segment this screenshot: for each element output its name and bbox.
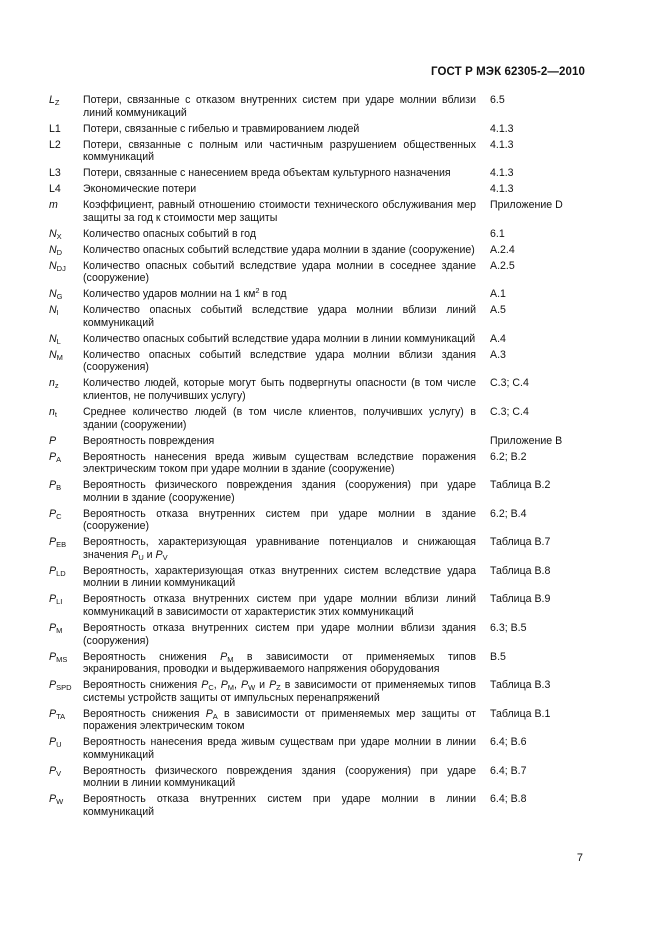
section-reference: B.5	[490, 650, 506, 663]
symbol-description: Количество опасных событий вследствие удара молнии вблизи линий коммуникаций	[83, 304, 476, 329]
section-reference: 4.1.3	[490, 138, 514, 151]
symbol	[49, 406, 83, 431]
symbol-row	[49, 288, 587, 301]
page-number: 7	[576, 852, 583, 864]
symbol	[49, 508, 83, 533]
symbol-row	[49, 565, 587, 590]
section-reference: 6.4; B.8	[490, 793, 527, 806]
symbol-description: Вероятность физического повреждения здания (сооружения) при ударе молнии в здание (сооружение)	[83, 479, 476, 504]
symbol-letter: P	[49, 564, 57, 577]
symbol	[49, 593, 83, 618]
section-reference: Таблица B.9	[490, 593, 551, 606]
symbol-description: Вероятность снижения $P_A$ в зависимости от применяемых мер защиты от поражения электрическим током	[83, 707, 476, 733]
symbol-subscript: DJ	[56, 263, 66, 273]
symbol-description: Количество опасных событий вследствие удара молнии в линии коммуникаций	[83, 332, 476, 345]
symbol-description: Вероятность отказа внутренних систем при ударе молнии в здание (сооружение)	[83, 507, 476, 533]
symbol-description: Коэффициент, равный отношению стоимости технического обслуживания мер защиты за год к стоимости мер защиты	[83, 199, 476, 224]
symbol	[49, 183, 83, 196]
symbol-description: Вероятность, характеризующая отказ внутренних систем вследствие удара молнии в линии коммуникаций	[83, 564, 476, 590]
section-reference: Приложение В	[490, 434, 563, 447]
section-reference: Таблица B.7	[490, 536, 551, 549]
symbol-row	[49, 536, 587, 561]
symbol-description: Вероятность, характеризующая уравнивание потенциалов и снижающая значения $P_U$ и $P_V$	[83, 536, 476, 562]
symbol-letter: n	[49, 405, 55, 418]
section-reference: 6.4; B.6	[490, 736, 527, 749]
symbol-letter: P	[49, 450, 57, 463]
symbol	[49, 793, 83, 818]
symbol-letter: N	[49, 348, 57, 361]
symbol-description: Количество опасных событий вследствие удара молнии в здание (сооружение)	[83, 243, 475, 256]
symbol-row	[49, 406, 587, 431]
symbol-letter: N	[49, 304, 57, 317]
symbol-description: Количество опасных событий вследствие удара молнии в соседнее здание (сооружение)	[83, 259, 476, 285]
symbol	[49, 288, 83, 301]
symbol	[49, 479, 83, 504]
symbol-letter: P	[49, 650, 57, 663]
symbol	[49, 736, 83, 761]
symbol-letter: P	[49, 707, 57, 720]
symbol-row	[49, 479, 587, 504]
symbol-letter: m	[49, 199, 58, 212]
symbol-subscript: C	[56, 511, 62, 521]
symbol-subscript: t	[54, 409, 57, 419]
symbol	[49, 244, 83, 257]
symbol-row	[49, 765, 587, 790]
section-reference: C.3; C.4	[490, 377, 529, 390]
symbol-subscript: X	[56, 231, 62, 241]
symbol-letter: N	[49, 288, 57, 301]
symbol-description: Количество людей, которые могут быть подвергнуты опасности (в том числе клиентов, не получивших услугу)	[83, 377, 476, 402]
symbol-row	[49, 708, 587, 733]
symbol	[49, 123, 83, 136]
symbol-letter: N	[49, 243, 57, 256]
symbol-description: Вероятность отказа внутренних систем при ударе молнии в линии коммуникаций	[83, 793, 476, 819]
symbol-row	[49, 651, 587, 676]
symbol-letter: P	[49, 793, 57, 806]
symbol-description: Потери, связанные с отказом внутренних систем при ударе молнии вблизи линий коммуникаций	[83, 94, 476, 119]
section-reference: Приложение D	[490, 199, 563, 212]
section-reference: A.2.4	[490, 243, 515, 256]
symbol-subscript: B	[56, 483, 62, 493]
symbol	[49, 167, 83, 180]
section-reference: 4.1.3	[490, 183, 514, 196]
symbol-subscript: A	[56, 454, 62, 464]
symbol	[49, 708, 83, 733]
symbol-description: Вероятность снижения $P_C$, $P_M$, $P_W$ и $P_Z$ в зависимости от применяемых типов системы устройств защиты от импульсных перенапряжений	[83, 679, 476, 704]
symbol-subscript: W	[56, 797, 64, 807]
symbol-description: Потери, связанные с нанесением вреда объектам культурного назначения	[83, 167, 451, 180]
symbol	[49, 451, 83, 476]
symbol-letter: P	[49, 507, 57, 520]
symbol-letter: L2	[49, 138, 61, 151]
symbol-letter: P	[49, 479, 57, 492]
symbol-row	[49, 679, 587, 704]
symbol-subscript: TA	[56, 711, 66, 721]
symbol-subscript: MS	[56, 654, 68, 664]
symbol	[49, 260, 83, 285]
section-reference: C.3; C.4	[490, 405, 529, 418]
symbol-subscript: M	[56, 625, 63, 635]
symbol-subscript: G	[56, 292, 63, 302]
symbol-subscript: D	[56, 247, 63, 257]
section-reference: A.3	[490, 348, 506, 361]
symbol-description: Количество опасных событий вследствие удара молнии вблизи здания (сооружения)	[83, 348, 476, 374]
symbol-subscript: LD	[56, 568, 66, 578]
symbol-description: Вероятность нанесения вреда живым существам при ударе молнии в линии коммуникаций	[83, 736, 476, 761]
section-reference: 6.2; B.4	[490, 507, 527, 520]
symbol	[49, 435, 83, 448]
symbol-letter: P	[49, 679, 57, 692]
section-reference: 6.2; B.2	[490, 450, 527, 463]
symbol-letter: N	[49, 227, 57, 240]
symbol-description: Вероятность отказа внутренних систем при ударе молнии вблизи здания (сооружения)	[83, 621, 476, 647]
symbol-row	[49, 244, 587, 257]
symbol-letter: L3	[49, 167, 61, 180]
symbol-row	[49, 260, 587, 285]
symbol-row	[49, 736, 587, 761]
symbol	[49, 377, 83, 402]
symbol-subscript: Z	[54, 98, 60, 107]
symbol	[49, 679, 83, 704]
symbol-list	[49, 94, 587, 822]
symbol-row	[49, 199, 587, 224]
section-reference: Таблица B.2	[490, 479, 551, 492]
symbol-row	[49, 123, 587, 136]
symbol-row	[49, 333, 587, 346]
symbol-subscript: M	[56, 352, 63, 362]
symbol	[49, 536, 83, 561]
symbol-letter: L4	[49, 183, 61, 196]
symbol-subscript: EB	[56, 540, 67, 550]
symbol	[49, 565, 83, 590]
symbol-description: Количество ударов молнии на 1 $км^2$ в год	[83, 286, 287, 301]
symbol-subscript: LI	[56, 597, 63, 607]
section-reference: A.1	[490, 288, 506, 301]
symbol-description: Вероятность повреждения	[83, 434, 215, 447]
section-reference: 6.1	[490, 227, 505, 240]
symbol-row	[49, 183, 587, 196]
section-reference: 4.1.3	[490, 167, 514, 180]
symbol-letter: n	[49, 377, 55, 390]
section-reference: Таблица B.3	[490, 679, 551, 692]
symbol-row	[49, 167, 587, 180]
symbol-letter: P	[49, 434, 57, 447]
symbol-row	[49, 435, 587, 448]
symbol-letter: L	[49, 94, 55, 106]
symbol	[49, 228, 83, 241]
symbol-row	[49, 593, 587, 618]
symbol-description: Потери, связанные с гибелью и травмированием людей	[83, 122, 360, 135]
symbol-row	[49, 228, 587, 241]
symbol	[49, 622, 83, 647]
symbol-letter: P	[49, 536, 57, 549]
symbol-subscript: I	[56, 308, 59, 318]
symbol-description: Среднее количество людей (в том числе клиентов, получивших услугу) в здании (сооружении)	[83, 405, 476, 431]
symbol-description: Вероятность отказа внутренних систем при ударе молнии вблизи линий коммуникаций в зависимости от характеристик этих коммуникаций	[83, 593, 476, 618]
section-reference: Таблица B.1	[490, 707, 551, 720]
symbol-description: Количество опасных событий в год	[83, 227, 257, 240]
symbol-row	[49, 622, 587, 647]
symbol-letter: N	[49, 332, 57, 345]
symbol-row	[49, 349, 587, 374]
symbol-letter: P	[49, 764, 57, 777]
symbol-letter: P	[49, 621, 57, 634]
symbol	[49, 94, 83, 119]
symbol	[49, 765, 83, 790]
symbol-subscript: U	[56, 740, 62, 750]
symbol-subscript: V	[56, 768, 62, 778]
section-reference: A.5	[490, 304, 506, 317]
symbol	[49, 349, 83, 374]
symbol	[49, 199, 83, 224]
symbol-row	[49, 508, 587, 533]
symbol-letter: P	[49, 593, 57, 606]
section-reference: A.2.5	[490, 259, 515, 272]
symbol-description: Вероятность нанесения вреда живым существам вследствие поражения электрическим током при ударе молнии в здание (сооружение)	[83, 450, 476, 476]
symbol-row	[49, 793, 587, 818]
symbol-description: Потери, связанные с полным или частичным разрушением общественных коммуникаций	[83, 138, 476, 164]
symbol-description: Вероятность физического повреждения здания (сооружения) при ударе молнии в линии коммуникаций	[83, 764, 476, 790]
section-reference: 6.3; B.5	[490, 621, 527, 634]
symbol-letter: L1	[49, 122, 61, 135]
symbol	[49, 333, 83, 346]
symbol-subscript: z	[54, 381, 59, 391]
symbol-row	[49, 451, 587, 476]
section-reference: A.4	[490, 332, 506, 345]
symbol	[49, 304, 83, 329]
symbol	[49, 139, 83, 164]
symbol-row	[49, 377, 587, 402]
symbol-row	[49, 304, 587, 329]
section-reference: Таблица B.8	[490, 564, 551, 577]
symbol-row	[49, 94, 587, 119]
symbol-letter: P	[49, 736, 57, 749]
section-reference: 4.1.3	[490, 122, 514, 135]
symbol-description: Экономические потери	[83, 183, 197, 196]
symbol	[49, 651, 83, 676]
symbol-description: Вероятность снижения $P_M$ в зависимости от применяемых типов экранирования, проводки и выдерживаемого напряжения оборудования	[83, 650, 476, 676]
page-header-title: ГОСТ Р МЭК 62305-2—2010	[431, 66, 585, 78]
symbol-letter: N	[49, 259, 57, 272]
section-reference: 6.4; B.7	[490, 764, 527, 777]
symbol-row	[49, 139, 587, 164]
symbol-subscript: L	[56, 336, 61, 346]
section-reference: 6.5	[490, 94, 505, 106]
symbol-subscript: SPD	[56, 683, 72, 693]
